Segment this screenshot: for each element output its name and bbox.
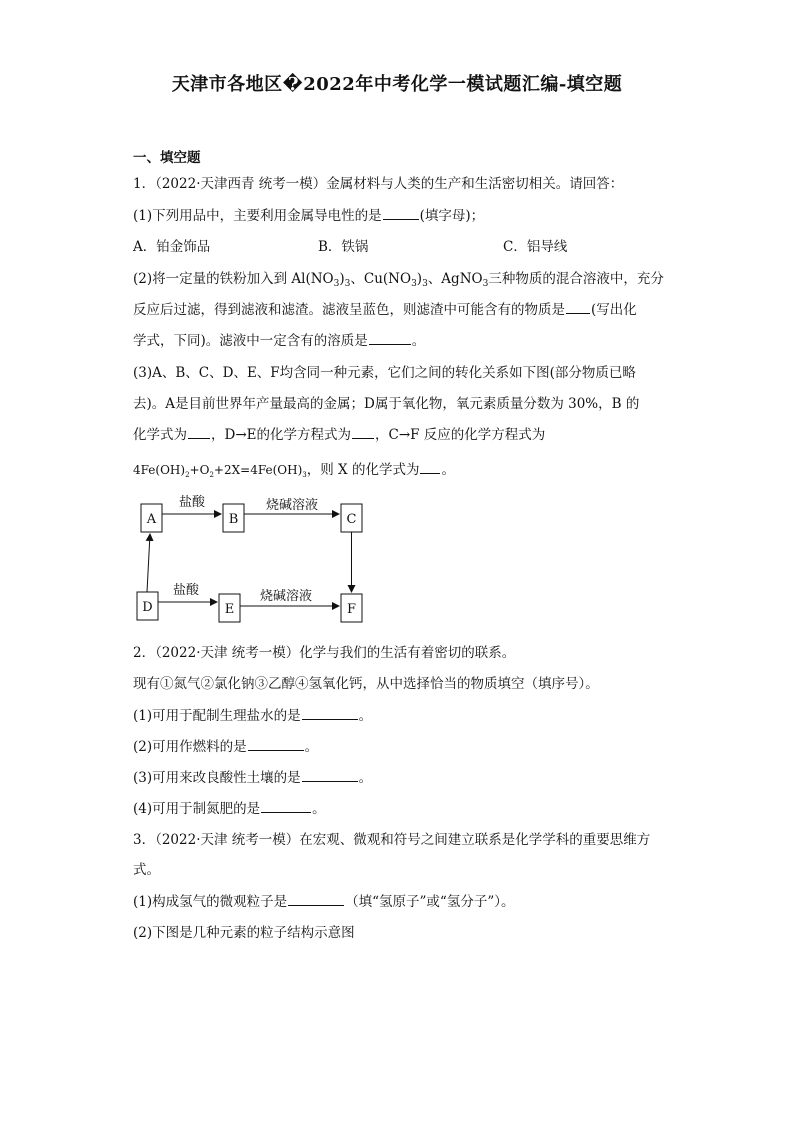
q1-equation-line: $4Fe(OH)_2+O_2+2X=4Fe(OH)_3$，则 X 的化学式为 。 [133, 462, 455, 479]
conversion-diagram [130, 490, 380, 630]
node-f-label: F [346, 602, 357, 617]
arrow-d-a [147, 534, 150, 592]
q1-part2-line2: 反应后过滤，得到滤液和滤渣。滤液呈蓝色，则滤渣中可能含有的物质是 (写出化 [133, 302, 637, 318]
option-a: A．铂金饰品 [133, 239, 211, 255]
q2-sub2: (2)可用作燃料的是 。 [133, 739, 319, 755]
section-heading: 一、填空题 [133, 150, 201, 166]
label-e-f: 烧碱溶液 [259, 589, 313, 604]
answer-blank[interactable] [566, 301, 590, 314]
q1-part2-line3: 学式，下同)。滤液中一定含有的溶质是 。 [133, 333, 426, 349]
q3-stem-line2: 式。 [133, 862, 160, 878]
node-d-label: D [142, 600, 153, 615]
answer-blank[interactable] [369, 332, 411, 345]
node-e-label: E [224, 602, 235, 617]
label-d-e: 盐酸 [172, 583, 200, 598]
answer-blank[interactable] [302, 707, 358, 720]
answer-blank[interactable] [383, 207, 419, 220]
answer-blank[interactable] [261, 800, 311, 813]
label-a-b: 盐酸 [178, 495, 206, 510]
q3-sub2: (2)下图是几种元素的粒子结构示意图 [133, 925, 355, 941]
q1-part3-line1: (3)A、B、C、D、E、F均含同一种元素，它们之间的转化关系如下图(部分物质已略 [133, 365, 636, 381]
node-c-label: C [346, 512, 357, 527]
label-b-c: 烧碱溶液 [265, 498, 319, 513]
answer-blank[interactable] [352, 426, 374, 439]
option-b: B．铁锅 [318, 239, 369, 255]
q1-part3-line2: 去)。A是目前世界年产量最高的金属；D属于氧化物，氧元素质量分数为 30%，B 的 [133, 396, 640, 412]
answer-blank[interactable] [248, 738, 304, 751]
q1-stem: 1．（2022·天津西青 统考一模）金属材料与人类的生产和生活密切相关。请回答： [133, 176, 624, 192]
answer-blank[interactable] [420, 461, 440, 474]
option-c: C．铝导线 [503, 239, 568, 255]
q2-intro: 现有①氮气②氯化钠③乙醇④氢氧化钙，从中选择恰当的物质填空（填序号）。 [133, 676, 599, 692]
q3-stem-line1: 3．（2022·天津 统考一模）在宏观、微观和符号之间建立联系是化学学科的重要思维方 [133, 832, 651, 848]
q1-part3-line3: 化学式为 ，D→E的化学方程式为 ，C→F 反应的化学方程式为 [133, 427, 546, 443]
q2-sub4: (4)可用于制氮肥的是 。 [133, 801, 326, 817]
q1-part1: (1)下列用品中，主要利用金属导电性的是 (填字母)； [133, 208, 485, 224]
page-title: 天津市各地区�2022年中考化学一模试题汇编-填空题 [171, 74, 623, 95]
node-b-label: B [228, 512, 239, 527]
answer-blank[interactable] [288, 893, 344, 906]
answer-blank[interactable] [188, 426, 210, 439]
answer-blank[interactable] [302, 769, 358, 782]
node-a-label: A [146, 512, 157, 527]
q1-part2-line1: (2)将一定量的铁粉加入到 $Al(NO_3)_3$、$Cu(NO_3)_3$、AgNO$_3$三种物质的混合溶液中，充分 [133, 271, 664, 289]
q2-sub1: (1)可用于配制生理盐水的是 。 [133, 708, 373, 724]
q2-sub3: (3)可用来改良酸性土壤的是 。 [133, 770, 373, 786]
q3-sub1: (1)构成氢气的微观粒子是 （填“氢原子”或“氢分子”）。 [133, 894, 515, 910]
q2-stem: 2．（2022·天津 统考一模）化学与我们的生活有着密切的联系。 [133, 645, 516, 661]
